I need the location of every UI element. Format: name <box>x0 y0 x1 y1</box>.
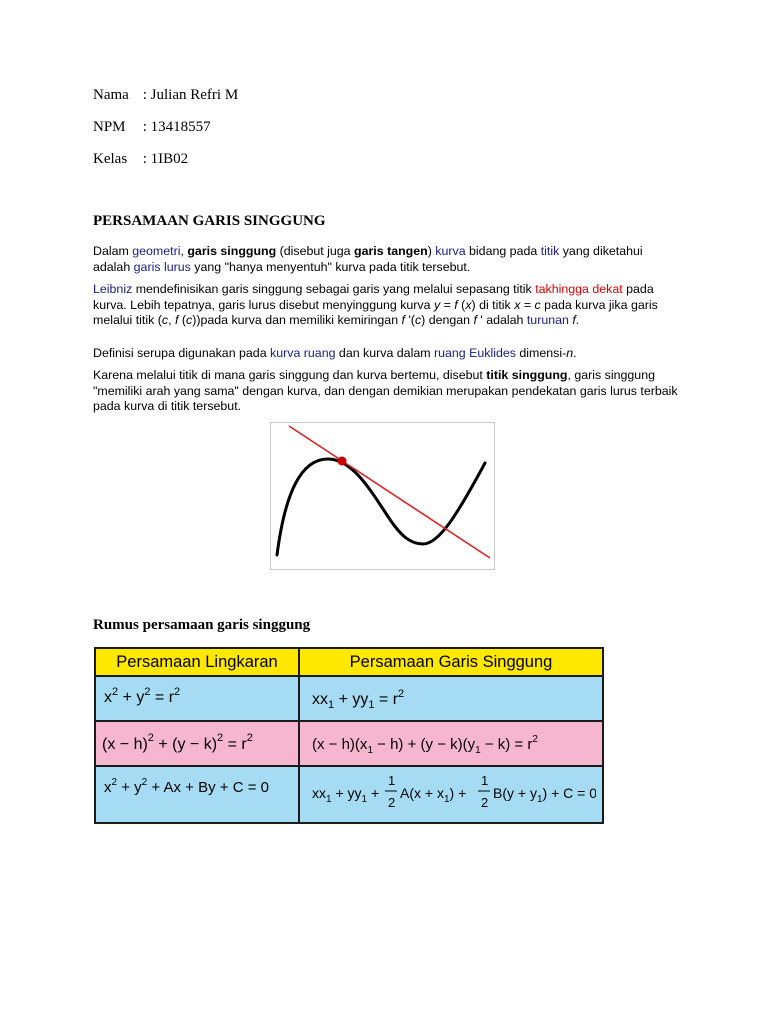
svg-text:2: 2 <box>481 794 489 810</box>
link-takhingga-dekat[interactable]: takhingga dekat <box>535 282 623 296</box>
link-ruang-euklides[interactable]: ruang Euklides <box>433 346 516 360</box>
svg-text:(x − h)(x1 − h) + (y − k)(y1 −: $(x - h)(x_1 - h) + (y - k)(y_1 - k) = r^2$ <box>312 733 538 756</box>
svg-text:x2 + y2 = r2: $x^2 + y^2 = r^2$ <box>104 685 181 706</box>
paragraph-leibniz <box>93 282 678 329</box>
svg-text:(x − h)2 + (y − k)2 = r2: $(x - h)^2 + (y - k)^2 = r^2$ <box>102 731 253 753</box>
table-row <box>95 766 603 823</box>
link-leibniz[interactable]: Leibniz <box>93 282 133 296</box>
section-heading: PERSAMAAN GARIS SINGGUNG <box>93 213 326 229</box>
text: . <box>573 346 577 360</box>
text: dimensi- <box>515 346 567 360</box>
bold-term: garis tangen <box>354 244 428 258</box>
link-garis-lurus[interactable]: garis lurus <box>133 259 191 274</box>
text: . <box>575 313 580 328</box>
text: ) dengan <box>421 313 474 328</box>
svg-text:1: 1 <box>388 772 396 788</box>
table-row <box>95 721 603 766</box>
tangent-graph <box>271 423 494 569</box>
npm-row <box>93 119 211 136</box>
kelas-value: : 1IB02 <box>142 151 189 167</box>
kelas-row <box>93 151 188 168</box>
math-var: y <box>433 297 441 312</box>
math-var: f <box>401 313 405 328</box>
text: (disebut juga <box>276 244 355 258</box>
link-kurva[interactable]: kurva <box>435 244 466 258</box>
link-titik[interactable]: titik <box>540 244 560 258</box>
math-var: f <box>473 313 477 328</box>
text: pada kurva jika garis melalui titik ( <box>93 297 658 328</box>
math-var: c <box>161 313 169 328</box>
formula-image <box>306 768 596 818</box>
cubic-curve <box>277 459 485 555</box>
formula-image <box>306 682 586 712</box>
header-persamaan-lingkaran: Persamaan Lingkaran <box>95 648 299 676</box>
formula-circle-2 <box>95 721 299 766</box>
tangent-illustration <box>270 422 495 570</box>
formula-circle-1 <box>95 676 299 721</box>
text: = <box>520 297 535 312</box>
npm-label: NPM <box>93 119 126 135</box>
formula-image <box>102 778 282 808</box>
text: , <box>180 244 188 258</box>
svg-text:x2 + y2 + Ax + By + C = 0: $x^2 + y^2 + Ax + By + C = 0$ <box>104 777 269 796</box>
math-var: f <box>572 313 576 328</box>
svg-text:xx1 + yy1 +: $xx_1 + yy_1$ + <box>312 784 380 805</box>
text: Karena melalui titik di mana garis singgung dan kurva bertemu, disebut <box>93 368 487 382</box>
bold-term: titik singgung <box>486 368 568 382</box>
formula-circle-3 <box>95 766 299 823</box>
math-var: x <box>465 297 472 312</box>
formula-image <box>102 682 282 712</box>
text: mendefinisikan garis singgung sebagai garis yang melalui sepasang titik <box>132 282 536 296</box>
text: = <box>440 297 455 312</box>
math-var: n <box>566 346 574 360</box>
formula-table <box>94 647 604 824</box>
formula-image <box>102 727 282 757</box>
math-var: f <box>174 313 179 328</box>
text: pada kurva. Lebih tepatnya, garis lurus disebut menyinggung kurva <box>93 282 654 312</box>
link-kurva-ruang[interactable]: kurva ruang <box>270 346 336 360</box>
kelas-label: Kelas <box>93 151 128 167</box>
formula-tangent-1 <box>299 676 603 721</box>
nama-value: : Julian Refri M <box>142 87 239 103</box>
text: ) di titik <box>471 297 515 312</box>
rumus-heading: Rumus persamaan garis singgung <box>93 617 311 633</box>
text: ( <box>178 313 186 328</box>
tangent-point <box>338 457 347 466</box>
bold-term: garis singgung <box>187 244 277 258</box>
svg-text:xx1 + yy1 = r2: $xx_1 + yy_1 = r^2$ <box>312 687 405 711</box>
link-geometri[interactable]: geometri <box>132 244 181 258</box>
text: ))pada kurva dan memiliki kemiringan <box>192 313 402 328</box>
text: yang diketahui adalah <box>93 244 643 274</box>
math-var: f <box>454 297 458 312</box>
svg-text:A(x + x1) +: $A(x + x_1)$ + <box>400 784 467 805</box>
text: Dalam <box>93 244 133 258</box>
text: ) <box>427 244 436 258</box>
paragraph-definition <box>93 244 678 275</box>
text: bidang pada <box>465 244 541 258</box>
math-var: c <box>414 313 422 328</box>
formula-image <box>306 727 586 757</box>
text: , <box>168 313 175 328</box>
text: ( <box>457 297 466 312</box>
text: ' adalah <box>476 313 527 328</box>
paragraph-definisi-serupa <box>93 346 678 362</box>
paragraph-titik-singgung <box>93 368 678 415</box>
text: , garis singgung "memiliki arah yang sama" dengan kurva, dan dengan demikian merupakan pendekatan garis lurus terbaik pada kurva di titik tersebut. <box>93 368 678 414</box>
npm-value: : 13418557 <box>142 119 211 135</box>
text: Definisi serupa digunakan pada <box>93 346 271 360</box>
table-row <box>95 676 603 721</box>
math-var: c <box>185 313 193 328</box>
link-turunan[interactable]: turunan <box>526 313 569 328</box>
text: dan kurva dalam <box>335 346 434 360</box>
tangent-line <box>289 426 490 558</box>
math-var: x <box>514 297 521 312</box>
formula-tangent-3 <box>299 766 603 823</box>
table-header-row <box>95 648 603 676</box>
header-persamaan-garis-singgung: Persamaan Garis Singgung <box>299 648 603 676</box>
math-var: c <box>534 297 541 312</box>
formula-tangent-2 <box>299 721 603 766</box>
svg-text:B(y + y1) + C = 0: $B(y + y_1) + C = 0$ <box>493 784 596 805</box>
text: yang "hanya menyentuh" kurva pada titik tersebut. <box>190 259 471 274</box>
text: '( <box>405 313 415 328</box>
nama-row <box>93 87 238 104</box>
svg-text:1: 1 <box>481 772 489 788</box>
nama-label: Nama <box>93 87 129 103</box>
svg-text:2: 2 <box>388 794 396 810</box>
